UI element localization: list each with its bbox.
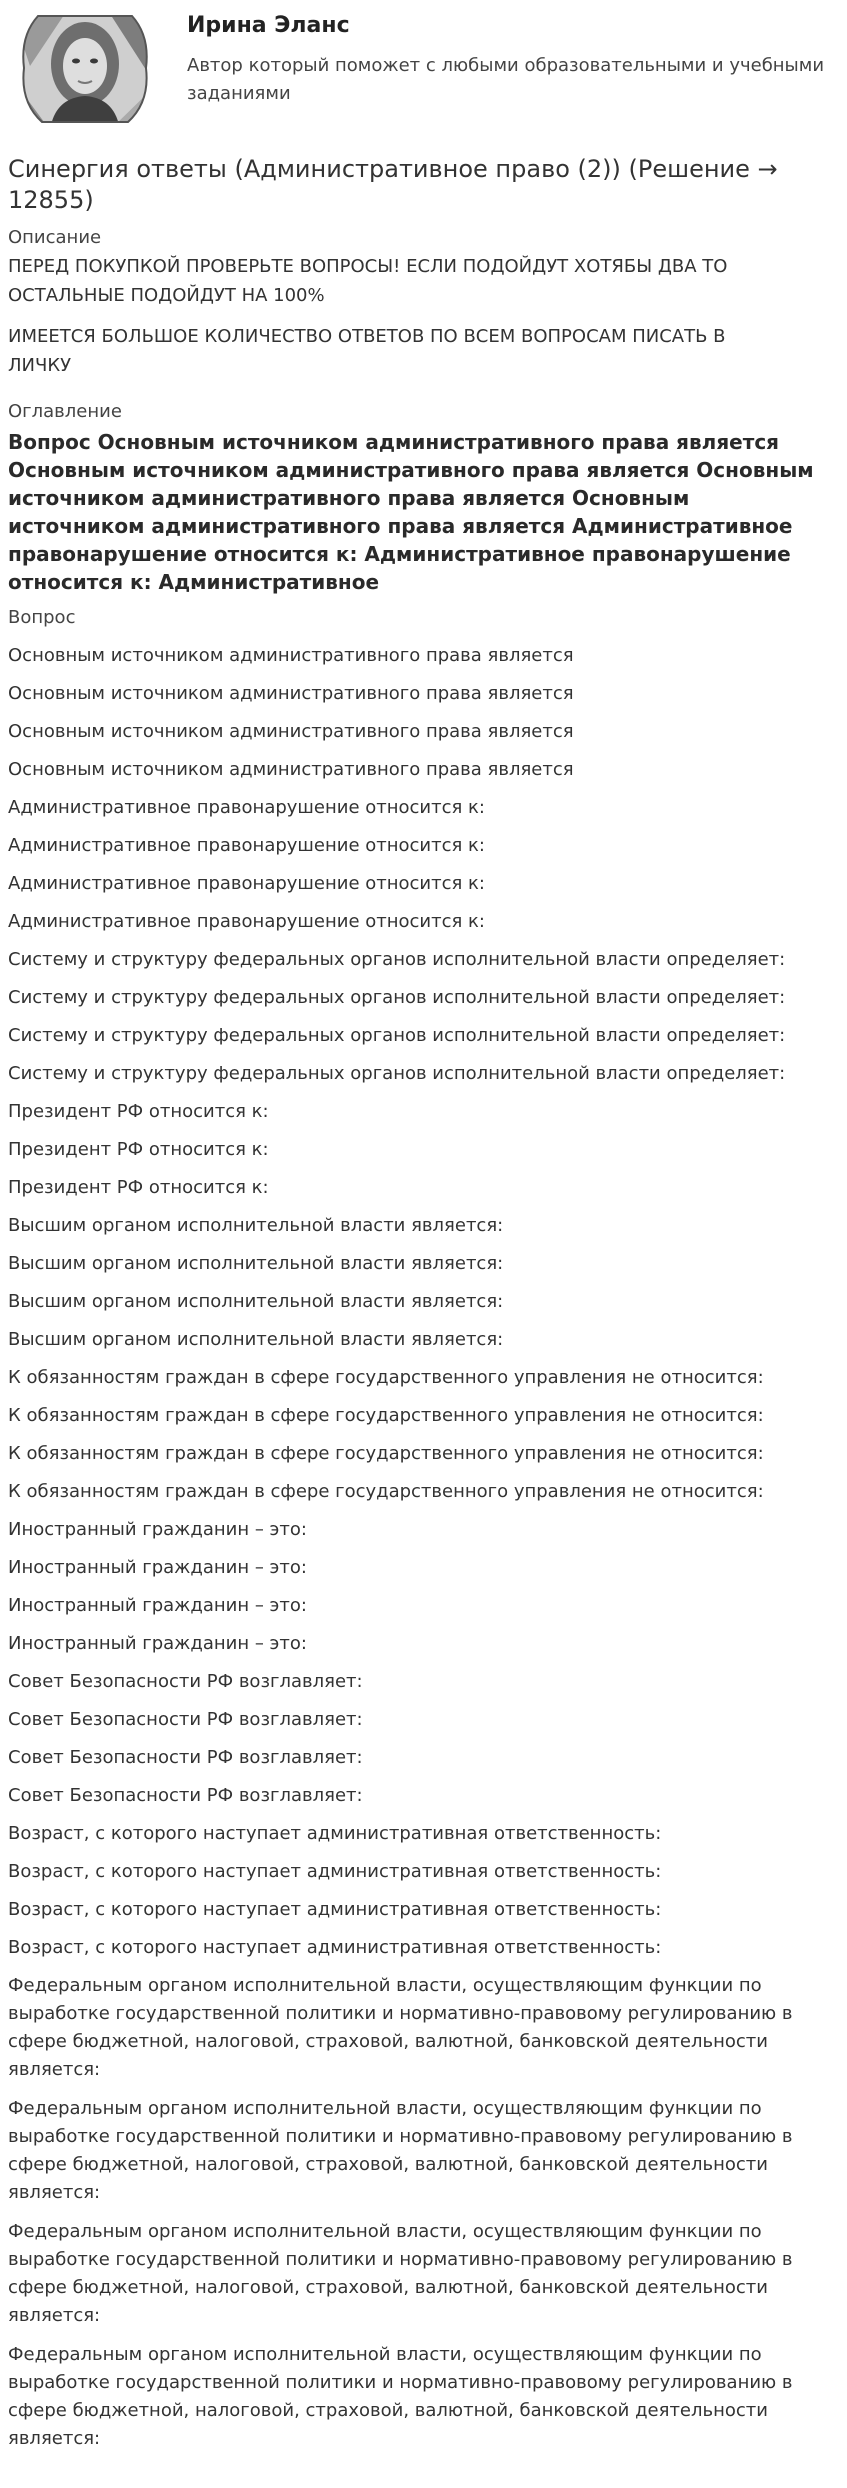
question-item: Административное правонарушение относится к:	[8, 835, 485, 856]
description-paragraph: ИМЕЕТСЯ БОЛЬШОЕ КОЛИЧЕСТВО ОТВЕТОВ ПО ВСЕМ ВОПРОСАМ ПИСАТЬ В ЛИЧКУ	[8, 326, 726, 376]
author-info	[187, 6, 827, 108]
question-item: Систему и структуру федеральных органов исполнительной власти определяет:	[8, 1025, 786, 1046]
question-item: К обязанностям граждан в сфере государственного управления не относится:	[8, 1405, 764, 1426]
description-paragraph: ПЕРЕД ПОКУПКОЙ ПРОВЕРЬТЕ ВОПРОСЫ! ЕСЛИ ПОДОЙДУТ ХОТЯБЫ ДВА ТО ОСТАЛЬНЫЕ ПОДОЙДУТ НА 100%	[8, 256, 728, 306]
question-item: Возраст, с которого наступает административная ответственность:	[8, 1899, 662, 1920]
question-item: Совет Безопасности РФ возглавляет:	[8, 1747, 363, 1768]
author-description: Автор который поможет с любыми образовательными и учебными заданиями	[187, 55, 825, 104]
question-item: К обязанностям граждан в сфере государственного управления не относится:	[8, 1367, 764, 1388]
question-item: Возраст, с которого наступает административная ответственность:	[8, 1823, 662, 1844]
question-item: Высшим органом исполнительной власти является:	[8, 1329, 504, 1350]
question-item: Основным источником административного права является	[8, 721, 574, 742]
question-item: Возраст, с которого наступает административная ответственность:	[8, 1861, 662, 1882]
question-item: Основным источником административного права является	[8, 645, 574, 666]
question-item: Президент РФ относится к:	[8, 1101, 269, 1122]
question-item: Иностранный гражданин – это:	[8, 1557, 307, 1578]
question-item: Иностранный гражданин – это:	[8, 1633, 307, 1654]
question-heading: Вопрос	[8, 607, 76, 628]
question-item: Высшим органом исполнительной власти является:	[8, 1291, 504, 1312]
question-item: Иностранный гражданин – это:	[8, 1595, 307, 1616]
question-item: Основным источником административного права является	[8, 759, 574, 780]
question-item: Административное правонарушение относится к:	[8, 873, 485, 894]
question-item: Федеральным органом исполнительной власти, осуществляющим функции по выработке государственной политики и нормативно-правовому регулированию в сфере бюджетной, налоговой, страховой, валютной, банковской деятельности является:	[8, 2344, 793, 2449]
question-item: Высшим органом исполнительной власти является:	[8, 1253, 504, 1274]
question-item: Федеральным органом исполнительной власти, осуществляющим функции по выработке государственной политики и нормативно-правовому регулированию в сфере бюджетной, налоговой, страховой, валютной, банковской деятельности является:	[8, 1975, 793, 2080]
question-item: Федеральным органом исполнительной власти, осуществляющим функции по выработке государственной политики и нормативно-правовому регулированию в сфере бюджетной, налоговой, страховой, валютной, банковской деятельности является:	[8, 2098, 793, 2203]
toc-content: Вопрос Основным источником административного права является Основным источником административного права является Основным источником административного права является Основным источником административного права является Административное правонарушение относится к: Административное правонарушение относится к: Административное	[8, 430, 814, 594]
question-item: К обязанностям граждан в сфере государственного управления не относится:	[8, 1443, 764, 1464]
question-item: Иностранный гражданин – это:	[8, 1519, 307, 1540]
question-item: Систему и структуру федеральных органов исполнительной власти определяет:	[8, 1063, 786, 1084]
question-item: Возраст, с которого наступает административная ответственность:	[8, 1937, 662, 1958]
author-card	[8, 6, 839, 136]
question-item: Систему и структуру федеральных органов исполнительной власти определяет:	[8, 987, 786, 1008]
question-item: Федеральным органом исполнительной власти, осуществляющим функции по выработке государственной политики и нормативно-правовому регулированию в сфере бюджетной, налоговой, страховой, валютной, банковской деятельности является:	[8, 2221, 793, 2326]
question-item: К обязанностям граждан в сфере государственного управления не относится:	[8, 1481, 764, 1502]
question-list	[8, 642, 839, 2453]
question-item: Основным источником административного права является	[8, 683, 574, 704]
author-photo-icon	[10, 6, 160, 130]
question-item: Систему и структуру федеральных органов исполнительной власти определяет:	[8, 949, 786, 970]
description-label: Описание	[8, 227, 102, 248]
question-item: Высшим органом исполнительной власти является:	[8, 1215, 504, 1236]
question-item: Президент РФ относится к:	[8, 1177, 269, 1198]
avatar[interactable]	[10, 6, 160, 130]
question-item: Административное правонарушение относится к:	[8, 911, 485, 932]
question-item: Совет Безопасности РФ возглавляет:	[8, 1671, 363, 1692]
question-item: Совет Безопасности РФ возглавляет:	[8, 1785, 363, 1806]
toc-label: Оглавление	[8, 401, 122, 422]
question-item: Президент РФ относится к:	[8, 1139, 269, 1160]
question-item: Административное правонарушение относится к:	[8, 797, 485, 818]
page-title: Синергия ответы (Административное право (2)) (Решение → 12855)	[8, 155, 778, 214]
author-name[interactable]: Ирина Эланс	[187, 13, 350, 38]
question-item: Совет Безопасности РФ возглавляет:	[8, 1709, 363, 1730]
